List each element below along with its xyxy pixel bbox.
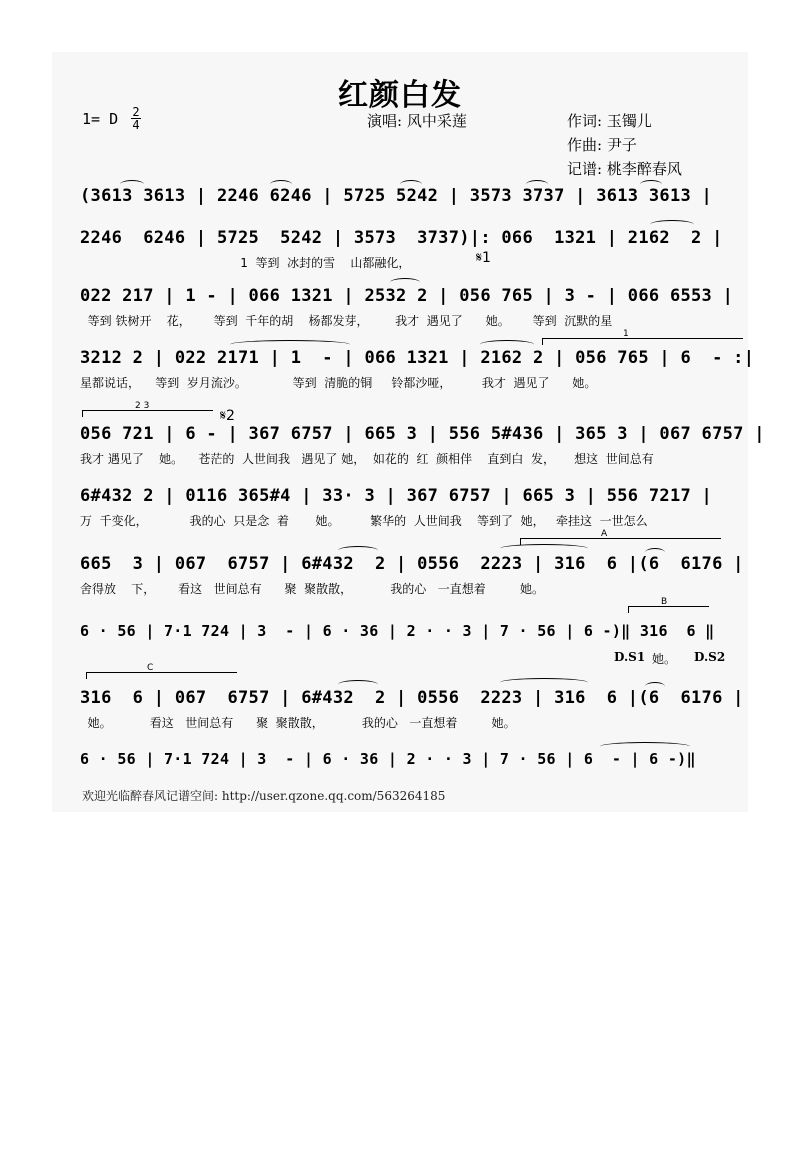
slur xyxy=(645,682,665,691)
lyrics: 等到 铁树开 花， 等到 千年的胡 杨都发芽， 我才 遇见了 她。 等到 沉默的星 xyxy=(80,314,613,328)
notation: 2246 6246 | 5725 5242 | 3573 3737)|: 066 1321 | 2162 2 | xyxy=(80,228,723,248)
ds1-mark: D.S1 xyxy=(614,650,646,664)
transcriber-credit: 记谱: 桃李醉春风 xyxy=(567,160,682,178)
meter-top: 2 xyxy=(132,105,140,119)
slur xyxy=(500,544,588,553)
segno-1-mark: 𝄋1 xyxy=(476,250,491,266)
lyrics: 舍得放 下， 看这 世间总有 聚 聚散散， 我的心 一直想着 她。 xyxy=(80,582,545,596)
slur xyxy=(338,680,378,689)
lyrics: 1 等到 冰封的雪 山都融化， xyxy=(80,256,411,270)
lyrics: 星都说话， 等到 岁月流沙。 等到 清脆的铜 铃都沙哑， 我才 遇见了 她。 xyxy=(80,376,597,390)
ds2-mark: D.S2 xyxy=(694,650,726,664)
slur xyxy=(270,180,292,189)
notation: 6 · 56 | 7·1 724 | 3 - | 6 · 36 | 2 · · 3 | 7 · 56 | 6 -)‖ 316 6 ‖ xyxy=(80,622,715,640)
slur xyxy=(480,340,534,349)
slur xyxy=(640,180,662,189)
slur xyxy=(645,548,665,557)
meter-bottom: 4 xyxy=(132,118,140,132)
segno-2-mark: 𝄋2 xyxy=(220,408,235,424)
score-line-6 xyxy=(80,486,720,542)
slur xyxy=(400,180,422,189)
section-b-bracket: B xyxy=(628,606,709,613)
singer-credit: 演唱: 风中采莲 xyxy=(367,112,467,130)
notation: 316 6 | 067 6757 | 6#432 2 | 0556 2223 | 316 6 |(6 6176 | xyxy=(80,688,744,708)
slur xyxy=(500,678,588,687)
slur xyxy=(600,742,690,751)
score-line-4 xyxy=(80,329,755,404)
score-line-9 xyxy=(80,663,744,744)
volta-bracket-2-3: 2 3 xyxy=(82,410,213,417)
score-line-5 xyxy=(80,401,765,480)
composer-credit: 作曲: 尹子 xyxy=(567,136,637,154)
time-signature xyxy=(130,106,142,131)
notation: 665 3 | 067 6757 | 6#432 2 | 0556 2223 | 316 6 |(6 6176 | xyxy=(80,554,744,574)
slur xyxy=(230,340,350,349)
notation: 056 721 | 6 - | 367 6757 | 665 3 | 556 5#436 | 365 3 | 067 6757 | xyxy=(80,424,765,444)
slur xyxy=(390,278,420,287)
song-title: 红颜白发 xyxy=(338,78,462,113)
volta-bracket-1: 1 xyxy=(542,338,743,345)
notation: 3212 2 | 022 2171 | 1 - | 066 1321 | 2162 2 | 056 765 | 6 - :| xyxy=(80,348,755,368)
score-line-7 xyxy=(80,529,744,610)
section-a-bracket: A xyxy=(520,538,721,545)
score-sheet xyxy=(52,52,765,812)
lyrics: 她。 看这 世间总有 聚 聚散散， 我的心 一直想着 她。 xyxy=(80,716,516,730)
section-c-bracket: C xyxy=(86,672,237,679)
slur xyxy=(338,546,378,555)
lyrics: 万 千变化， 我的心 只是念 着 她。 繁华的 人世间我 等到了 她， 牵挂这 一世怎么 xyxy=(80,514,648,528)
footer-text: 欢迎光临醉春风记谱空间: http://user.qzone.qq.com/563264185 xyxy=(82,789,446,803)
notation: 022 217 | 1 - | 066 1321 | 2532 2 | 056 765 | 3 - | 066 6553 | xyxy=(80,286,734,306)
slur xyxy=(526,180,548,189)
lyrics: 我才 遇见了 她。 苍茫的 人世间我 遇见了 她， 如花的 红 颜相伴 直到白 发， 想这 世间总有 xyxy=(80,452,654,466)
slur xyxy=(650,220,694,229)
slur xyxy=(120,180,144,189)
notation: 6 · 56 | 7·1 724 | 3 - | 6 · 36 | 2 · · 3 | 7 · 56 | 6 - | 6 -)‖ xyxy=(80,750,696,768)
lyricist-credit: 作词: 玉镯儿 xyxy=(567,112,652,130)
ds1-lyric: 她。 xyxy=(652,652,677,666)
notation: 6#432 2 | 0116 365#4 | 33· 3 | 367 6757 | 665 3 | 556 7217 | xyxy=(80,486,713,506)
notation: (3613 3613 | 2246 6246 | 5725 5242 | 3573 3737 | 3613 3613 | xyxy=(80,186,713,206)
score-line-2 xyxy=(80,228,723,284)
score-line-8 xyxy=(80,597,726,678)
key-signature: 1= D xyxy=(82,110,119,128)
